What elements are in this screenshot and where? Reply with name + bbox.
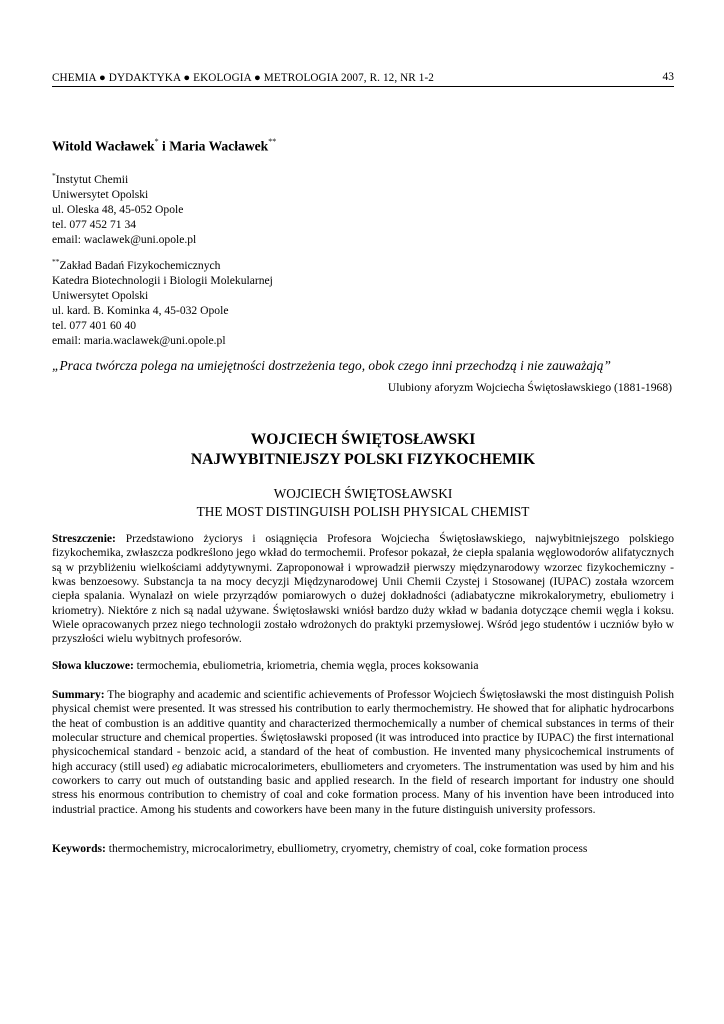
- affiliation-2-line: ul. kard. B. Kominka 4, 45-032 Opole: [52, 303, 229, 317]
- keywords-english-label: Keywords:: [52, 843, 106, 855]
- title-polish-line-1: WOJCIECH ŚWIĘTOSŁAWSKI: [250, 431, 476, 448]
- title-english-line-2: THE MOST DISTINGUISH POLISH PHYSICAL CHEMIST: [196, 503, 530, 519]
- affiliation-2-line: Uniwersytet Opolski: [52, 288, 149, 302]
- title-polish-line-2: NAJWYBITNIEJSZY POLSKI FIZYKOCHEMIK: [190, 451, 536, 468]
- author-2-mark: **: [268, 137, 277, 146]
- affiliation-2-email: email: maria.waclawek@uni.opole.pl: [52, 333, 226, 347]
- abstract-english-label: Summary:: [52, 689, 105, 701]
- abstract-polish-label: Streszczenie:: [52, 533, 116, 545]
- abstract-polish-text: Przedstawiono życiorys i osiągnięcia Profesora Wojciecha Świętosławskiego, najwybitniejszego polskiego fizykochemika, zwłaszcza podkreślono jego wkład do termochemii. Profesor pokazał, że ciepła spalania węglowodorów alifatycznych są w przybliżeniu wielkościami addytywnymi. Zaproponował i wprowadził pierwszy międzynarodowy wzorzec fizykochemiczny - kwas benzoesowy. Substancja ta na mocy decyzji Międzynarodowej Unii Chemii Czystej i Stosowanej (IUPAC) została wzorcem ciepła spalania. Wynalazł on wiele przyrządów pomiarowych o dużej dokładności (adiabatyczne mikrokalorymetry, ebuliometry i kriometry). Niektóre z nich są nadal używane. Świętosławski wniósł bardzo duży wkład w badania dotyczące chemii węgla i koksu. Wiele opracowanych przez niego technologii zostało wdrożonych do praktyki przemysłowej. Wśród jego studentów i uczniów było w przyszłości wielu wybitnych profesorów.: [52, 533, 674, 646]
- keywords-english-text: thermochemistry, microcalorimetry, ebulliometry, cryometry, chemistry of coal, coke formation process: [105, 843, 588, 855]
- keywords-polish-label: Słowa kluczowe:: [52, 660, 134, 672]
- affiliation-2: [52, 254, 273, 348]
- author-line: [52, 138, 276, 155]
- author-connector: i: [158, 138, 170, 154]
- header-rule: [52, 86, 674, 87]
- affiliation-1-line: tel. 077 452 71 34: [52, 217, 137, 231]
- author-1-mark: *: [154, 137, 159, 146]
- keywords-english: [52, 842, 674, 856]
- author-1-name: Witold Wacławek: [52, 138, 155, 154]
- title-polish: [52, 430, 674, 470]
- affiliation-2-line: Katedra Biotechnologii i Biologii Molekularnej: [52, 273, 273, 287]
- affiliation-2-mark: **: [52, 257, 60, 266]
- affiliation-1-email: email: waclawek@uni.opole.pl: [52, 232, 197, 246]
- affiliation-2-line: tel. 077 401 60 40: [52, 318, 137, 332]
- title-english: [52, 485, 674, 520]
- affiliation-1: [52, 168, 196, 247]
- affiliation-1-line: ul. Oleska 48, 45-052 Opole: [52, 202, 184, 216]
- abstract-english-eg: eg: [171, 760, 183, 773]
- abstract-polish: [52, 532, 674, 647]
- abstract-english-text: adiabatic microcalorimeters, ebulliometers and cryometers. The instrumentation was used by him and his coworkers to carry out much of outstanding basic and applied research. In the field of research important for industry one should stress his enormous contribution to chemistry of coal and coke formation process. Many of his invention have been introduced into industrial practice. Among his students and coworkers have been many in the future distinguish university professors.: [52, 760, 674, 816]
- affiliation-2-line: Zakład Badań Fizykochemicznych: [59, 258, 221, 272]
- keywords-polish: [52, 659, 674, 673]
- author-2-name: Maria Wacławek: [169, 138, 269, 154]
- abstract-english-text: The biography and academic and scientific achievements of Professor Wojciech Świętosławski the most distinguish Polish physical chemist were presented. It was stressed his contribution to early thermochemistry. He showed that for aliphatic hydrocarbons the heat of combustion is an additive quantity and characterized thermochemically a number of chemical substances in terms of their molecular structure and chemical properties. Świętosławski proposed (it was introduced into practice by IUPAC) the first international physicochemical standard - benzoic acid, a standard of the heat of combustion. He invented many physicochemical instruments of high accuracy (still used): [52, 689, 674, 773]
- page-number: 43: [662, 71, 674, 83]
- running-header: CHEMIA ● DYDAKTYKA ● EKOLOGIA ● METROLOGIA 2007, R. 12, NR 1-2: [52, 72, 434, 84]
- epigraph-quote: „Praca twórcza polega na umiejętności dostrzeżenia tego, obok czego inni przechodzą i nie zauważają”: [52, 358, 611, 373]
- title-english-line-1: WOJCIECH ŚWIĘTOSŁAWSKI: [273, 486, 453, 501]
- affiliation-1-line: Uniwersytet Opolski: [52, 187, 149, 201]
- keywords-polish-text: termochemia, ebuliometria, kriometria, chemia węgla, proces koksowania: [133, 660, 479, 672]
- affiliation-1-line: Instytut Chemii: [55, 172, 129, 186]
- epigraph-attribution: Ulubiony aforyzm Wojciecha Świętosławskiego (1881-1968): [387, 381, 672, 394]
- affiliation-1-mark: *: [52, 171, 56, 180]
- abstract-english: [52, 688, 674, 817]
